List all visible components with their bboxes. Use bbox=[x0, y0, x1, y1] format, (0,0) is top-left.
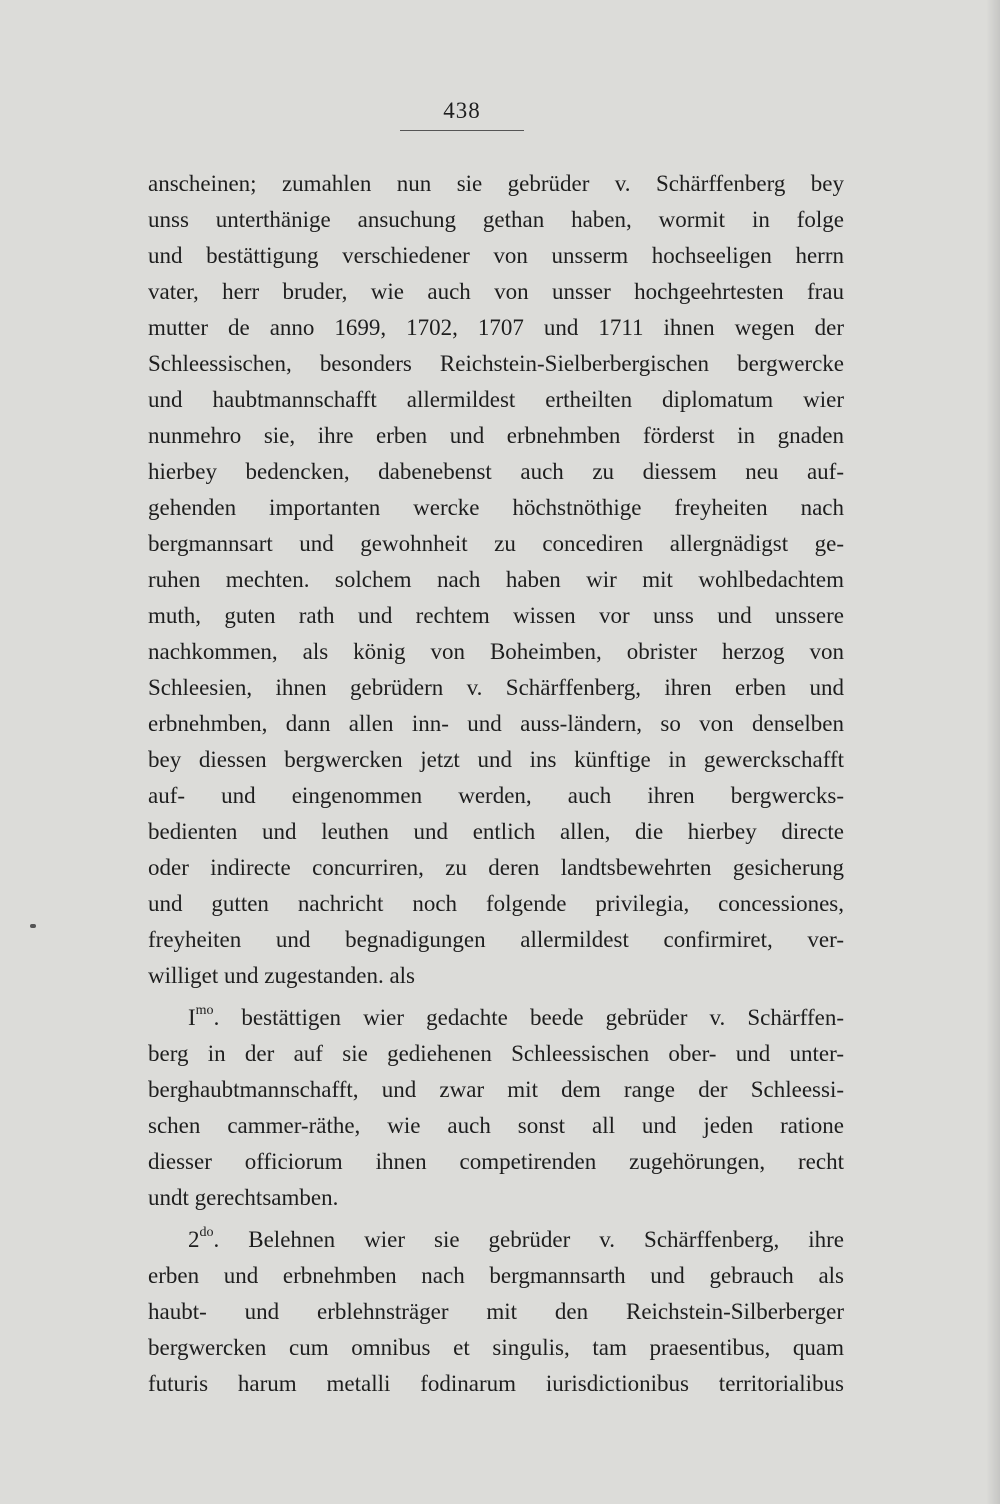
text-line: oder indirecte concurriren, zu deren landtsbewehrten gesicherung bbox=[148, 855, 844, 880]
text-line: freyheiten und begnadigungen allermildest confirmiret, ver- bbox=[148, 927, 844, 952]
text-line: undt gerechtsamben. bbox=[148, 1185, 339, 1210]
text-line: und bestättigung verschiedener von unsserm hochseeligen herrn bbox=[148, 243, 844, 268]
text-line: hierbey bedencken, dabenebenst auch zu diessem neu auf- bbox=[148, 459, 844, 484]
paragraph-label: I bbox=[188, 1005, 196, 1030]
text-line: Schleessischen, besonders Reichstein-Sielberbergischen bergwercke bbox=[148, 351, 844, 376]
paragraph-first-line-text: . bestättigen wier gedachte beede gebrüder v. Schärffen- bbox=[213, 1005, 844, 1030]
text-line: vater, herr bruder, wie auch von unsser hochgeehrtesten frau bbox=[148, 279, 844, 304]
text-line: haubt- und erblehnsträger mit den Reichstein-Silberberger bbox=[148, 1299, 844, 1324]
text-line: futuris harum metalli fodinarum iurisdictionibus territorialibus bbox=[148, 1371, 844, 1396]
text-line: berg in der auf sie gediehenen Schleessischen ober- und unter- bbox=[148, 1041, 844, 1066]
page-edge-shadow bbox=[986, 0, 1000, 1504]
page-number: 438 bbox=[443, 98, 481, 123]
paragraph-label-superscript: do bbox=[199, 1225, 214, 1241]
header-rule bbox=[400, 130, 524, 131]
text-line: berghaubtmannschafft, und zwar mit dem range der Schleessi- bbox=[148, 1077, 844, 1102]
text-line: und gutten nachricht noch folgende privilegia, concessiones, bbox=[148, 891, 844, 916]
text-line: gehenden importanten wercke höchstnöthige freyheiten nach bbox=[148, 495, 844, 520]
text-line: schen cammer-räthe, wie auch sonst all und jeden ratione bbox=[148, 1113, 844, 1138]
text-line: mutter de anno 1699, 1702, 1707 und 1711 ihnen wegen der bbox=[148, 315, 844, 340]
text-line: nachkommen, als könig von Boheimben, obrister herzog von bbox=[148, 639, 844, 664]
text-line: williget und zugestanden. als bbox=[148, 963, 415, 988]
text-line: nunmehro sie, ihre erben und erbnehmben förderst in gnaden bbox=[148, 423, 844, 448]
paragraph-first-line bbox=[188, 1000, 844, 1036]
text-line: bedienten und leuthen und entlich allen, die hierbey directe bbox=[148, 819, 844, 844]
paragraph-label-superscript: mo bbox=[195, 1003, 214, 1019]
text-line: bergmannsart und gewohnheit zu concediren allergnädigst ge- bbox=[148, 531, 844, 556]
paragraph-first-line-text: . Belehnen wier sie gebrüder v. Schärffenberg, ihre bbox=[213, 1227, 844, 1252]
paragraph-first-line bbox=[188, 1222, 844, 1258]
text-line: ruhen mechten. solchem nach haben wir mit wohlbedachtem bbox=[148, 567, 844, 592]
text-line: erben und erbnehmben nach bergmannsarth und gebrauch als bbox=[148, 1263, 844, 1288]
text-line: unss unterthänige ansuchung gethan haben, wormit in folge bbox=[148, 207, 844, 232]
text-line: erbnehmben, dann allen inn- und auss-ländern, so von denselben bbox=[148, 711, 844, 736]
margin-speck bbox=[30, 924, 36, 928]
text-line: bey diessen bergwercken jetzt und ins künftige in gewerckschafft bbox=[148, 747, 844, 772]
paragraph-label: 2 bbox=[188, 1227, 200, 1252]
text-line: muth, guten rath und rechtem wissen vor unss und unssere bbox=[148, 603, 844, 628]
text-line: bergwercken cum omnibus et singulis, tam praesentibus, quam bbox=[148, 1335, 844, 1360]
text-line: anscheinen; zumahlen nun sie gebrüder v. Schärffenberg bey bbox=[148, 171, 844, 196]
text-line: Schleesien, ihnen gebrüdern v. Schärffenberg, ihren erben und bbox=[148, 675, 844, 700]
text-line: diesser officiorum ihnen competirenden zugehörungen, recht bbox=[148, 1149, 844, 1174]
text-line: und haubtmannschafft allermildest ertheilten diplomatum wier bbox=[148, 387, 844, 412]
text-line: auf- und eingenommen werden, auch ihren bergwercks- bbox=[148, 783, 844, 808]
